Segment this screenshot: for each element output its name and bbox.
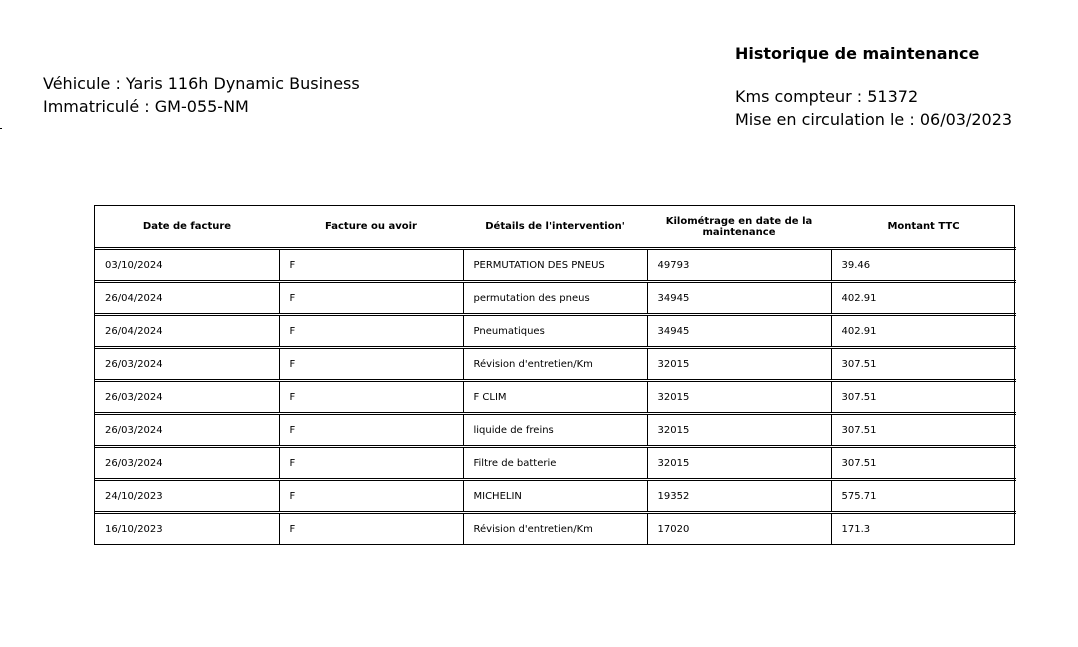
table-row [95, 348, 1016, 381]
header-invoice-date: Date de facture [95, 206, 279, 249]
cell-date: 26/03/2024 [95, 447, 279, 480]
cell-mileage: 49793 [647, 249, 831, 282]
table-row [95, 480, 1016, 513]
cell-date: 26/04/2024 [95, 282, 279, 315]
cell-details: liquide de freins [463, 414, 647, 447]
cell-details: Révision d'entretien/Km [463, 348, 647, 381]
table-row [95, 381, 1016, 414]
table-row [95, 282, 1016, 315]
cell-mileage: 32015 [647, 381, 831, 414]
cell-type: F [279, 513, 463, 545]
cell-mileage: 32015 [647, 414, 831, 447]
table-header-row [95, 206, 1016, 249]
cell-date: 26/04/2024 [95, 315, 279, 348]
table-row [95, 249, 1016, 282]
cell-date: 26/03/2024 [95, 414, 279, 447]
table-row [95, 513, 1016, 545]
cell-details: permutation des pneus [463, 282, 647, 315]
cell-mileage: 32015 [647, 447, 831, 480]
maintenance-table [94, 205, 1015, 545]
cell-amount: 307.51 [831, 447, 1016, 480]
cell-date: 03/10/2024 [105, 259, 163, 271]
cell-type: F [279, 480, 463, 513]
vehicle-stats [735, 85, 1012, 131]
cell-type: F [279, 249, 463, 282]
cell-mileage: 32015 [647, 348, 831, 381]
cell-mileage: 17020 [647, 513, 831, 545]
cell-date: 24/10/2023 [95, 480, 279, 513]
cell-type: F [279, 447, 463, 480]
header-mileage: Kilométrage en date de la maintenance [647, 206, 831, 249]
cell-date: 26/03/2024 [95, 381, 279, 414]
cell-date: 16/10/2023 [95, 513, 279, 545]
cell-details: Pneumatiques [463, 315, 647, 348]
vehicle-info [43, 72, 360, 118]
edge-mark [0, 128, 2, 129]
cell-amount: 402.91 [831, 315, 1016, 348]
vehicle-plate: Immatriculé : GM-055-NM [43, 97, 249, 116]
cell-amount: 307.51 [831, 348, 1016, 381]
cell-amount: 171.3 [831, 513, 1016, 545]
report-title: Historique de maintenance [735, 44, 980, 63]
cell-details: F CLIM [463, 381, 647, 414]
cell-mileage: 34945 [647, 282, 831, 315]
cell-details: Filtre de batterie [463, 447, 647, 480]
cell-mileage: 34945 [647, 315, 831, 348]
cell-amount: 307.51 [831, 414, 1016, 447]
cell-details: Révision d'entretien/Km [463, 513, 647, 545]
header-intervention-details: Détails de l'intervention' [463, 206, 647, 249]
table-row [95, 414, 1016, 447]
header-invoice-type: Facture ou avoir [279, 206, 463, 249]
header-amount: Montant TTC [831, 206, 1016, 249]
registration-date: Mise en circulation le : 06/03/2023 [735, 110, 1013, 129]
cell-type: F [279, 348, 463, 381]
cell-date: 26/03/2024 [95, 348, 279, 381]
cell-type: F [279, 414, 463, 447]
cell-type: F [279, 315, 463, 348]
table-row [95, 447, 1016, 480]
cell-details: PERMUTATION DES PNEUS [463, 249, 647, 282]
cell-type: F [279, 282, 463, 315]
cell-amount: 575.71 [831, 480, 1016, 513]
maintenance-table-grid [95, 206, 1016, 544]
odometer-reading: Kms compteur : 51372 [735, 87, 919, 106]
cell-amount: 402.91 [831, 282, 1016, 315]
cell-details: MICHELIN [463, 480, 647, 513]
cell-mileage: 19352 [647, 480, 831, 513]
cell-amount: 39.46 [831, 249, 1016, 282]
cell-amount: 307.51 [831, 381, 1016, 414]
vehicle-model: Véhicule : Yaris 116h Dynamic Business [43, 74, 360, 93]
table-row [95, 315, 1016, 348]
cell-type: F [279, 381, 463, 414]
